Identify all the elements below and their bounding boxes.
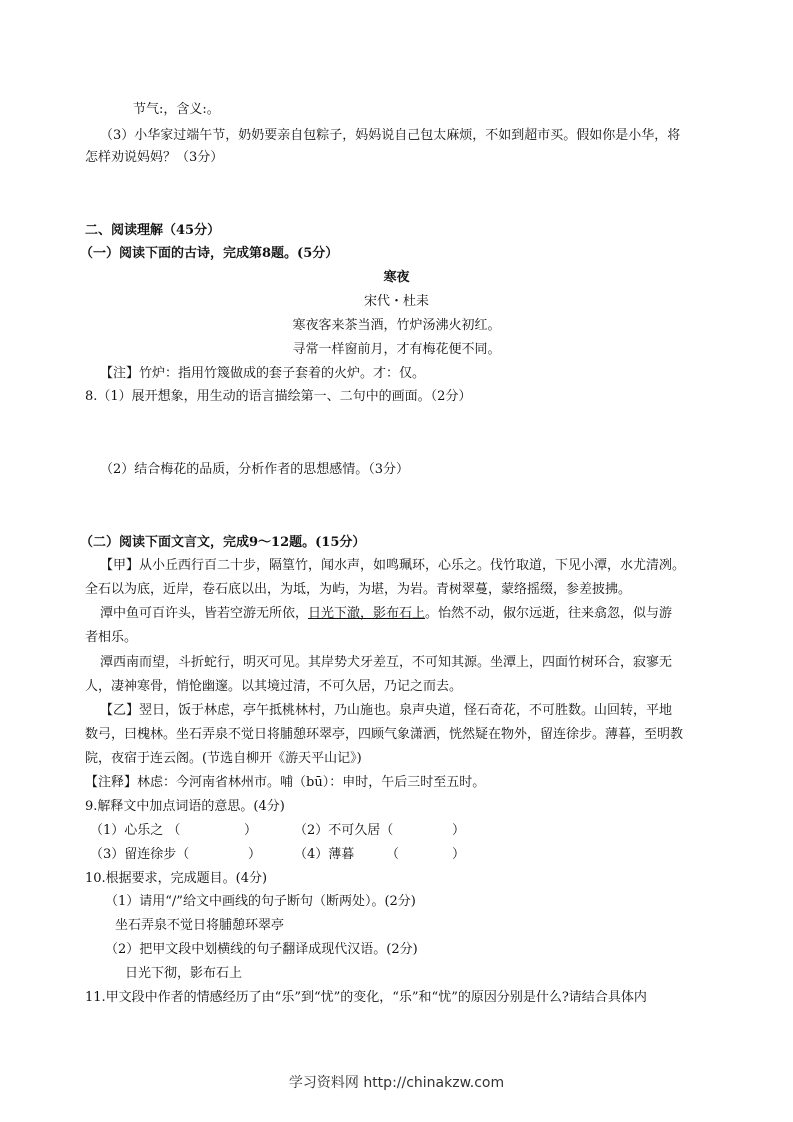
blank-item: （4）薄暮: [294, 847, 355, 862]
subsection-heading: （二）阅读下面文言文，完成9～12题。(15分）: [80, 535, 366, 550]
blank-item: （2）不可久居（: [294, 823, 394, 838]
passage-line: 人，凄神寒骨，悄怆幽邃。以其境过清，不可久居，乃记之而去。: [85, 679, 463, 694]
blank-item: （1）心乐之 （: [90, 823, 181, 838]
question-line: （2）结合梅花的品质，分析作者的思想感情。（3分）: [100, 462, 410, 477]
question-line: 10.根据要求，完成题目。(4分): [85, 871, 268, 886]
underlined-sentence: 日光下澈，影布石上: [308, 606, 426, 621]
footer-watermark: 学习资料网 http://chinakzw.com: [288, 1075, 505, 1091]
passage-text: 。怡然不动，俶尔远逝，往来翕忽，似与游: [425, 606, 673, 621]
passage-line: 【乙】翌日，饭于林虑，亭午抵桃林村，乃山施也。泉声央道，怪石奇花，不可胜数。山回转，平地: [100, 703, 673, 718]
blank-open: （: [386, 847, 400, 862]
subsection-heading: （一）阅读下面的古诗，完成第8题。(5分）: [80, 246, 339, 261]
note-line: 【注】竹炉：指用竹篾做成的套子套着的火炉。才：仅。: [100, 366, 426, 381]
blank-close: ）: [452, 823, 466, 838]
passage-line: 数弓，曰槐林。坐石弄泉不觉日将脯憩环翠亭，四顾气象潇洒，恍然疑在物外，留连徐步。薄暮，至明教: [85, 727, 684, 742]
passage-line: 【甲】从小丘西行百二十步，隔篁竹，闻水声，如鸣珮环，心乐之。伐竹取道，下见小潭，水尤清冽。: [100, 558, 686, 573]
question-line: （1）请用“/”给文中画线的句子断句（断两处）。(2分): [105, 894, 416, 909]
blank-item: （3）留连徐步（: [90, 847, 190, 862]
question-line: 坐石弄泉不觉日将脯憩环翠亭: [115, 918, 285, 933]
poem-author: 宋代・杜耒: [363, 294, 429, 309]
blank-close: ）: [244, 823, 258, 838]
blank-close: ）: [248, 847, 262, 862]
question-line: 11.甲文段中作者的情感经历了由“乐”到“忧”的变化，“乐”和“忧”的原因分别是什么?请结合具体内: [85, 990, 647, 1005]
note-line: 【注释】林虑：今河南省林州市。哺（bū）：申时，午后三时至五时。: [85, 775, 486, 790]
poem-line: 寻常一样窗前月，才有梅花便不同。: [292, 342, 501, 357]
text-line: （3）小华家过端午节，奶奶要亲自包粽子，妈妈说自己包太麻烦，不如到超市买。假如你是小华，将: [100, 128, 681, 143]
section-heading: 二、阅读理解（45分）: [85, 223, 221, 238]
passage-line: [100, 606, 672, 622]
poem-title: 寒夜: [383, 270, 410, 285]
poem-line: 寒夜客来茶当酒，竹炉汤沸火初红。: [292, 318, 501, 333]
question-line: 9.解释文中加点词语的意思。(4分): [85, 799, 285, 814]
passage-line: 全石以为底，近岸，卷石底以出，为坻，为屿，为堪，为岩。青树翠蔓，蒙络摇缀，参差披拂。: [85, 582, 632, 597]
text-line: 怎样劝说妈妈？（3分）: [85, 150, 224, 165]
question-line: 日光下彻，影布石上: [125, 966, 243, 981]
question-line: （2）把甲文段中划横线的句子翻译成现代汉语。(2分): [105, 942, 418, 957]
passage-line: 潭西南而望，斗折蛇行，明灭可见。其岸势犬牙差互，不可知其源。坐潭上，四面竹树环合，寂寥无: [100, 655, 673, 670]
passage-line: 院，夜宿于连云阁。(节选自柳开《游天平山记》): [85, 751, 362, 766]
question-line: 8.（1）展开想象，用生动的语言描绘第一、二句中的画面。（2分）: [85, 389, 472, 404]
text-line: 节气:，含义:。: [133, 102, 220, 117]
passage-text: 潭中鱼可百许头，皆若空游无所依，: [100, 606, 309, 621]
passage-line: 者相乐。: [85, 630, 138, 645]
blank-close: ）: [452, 847, 466, 862]
